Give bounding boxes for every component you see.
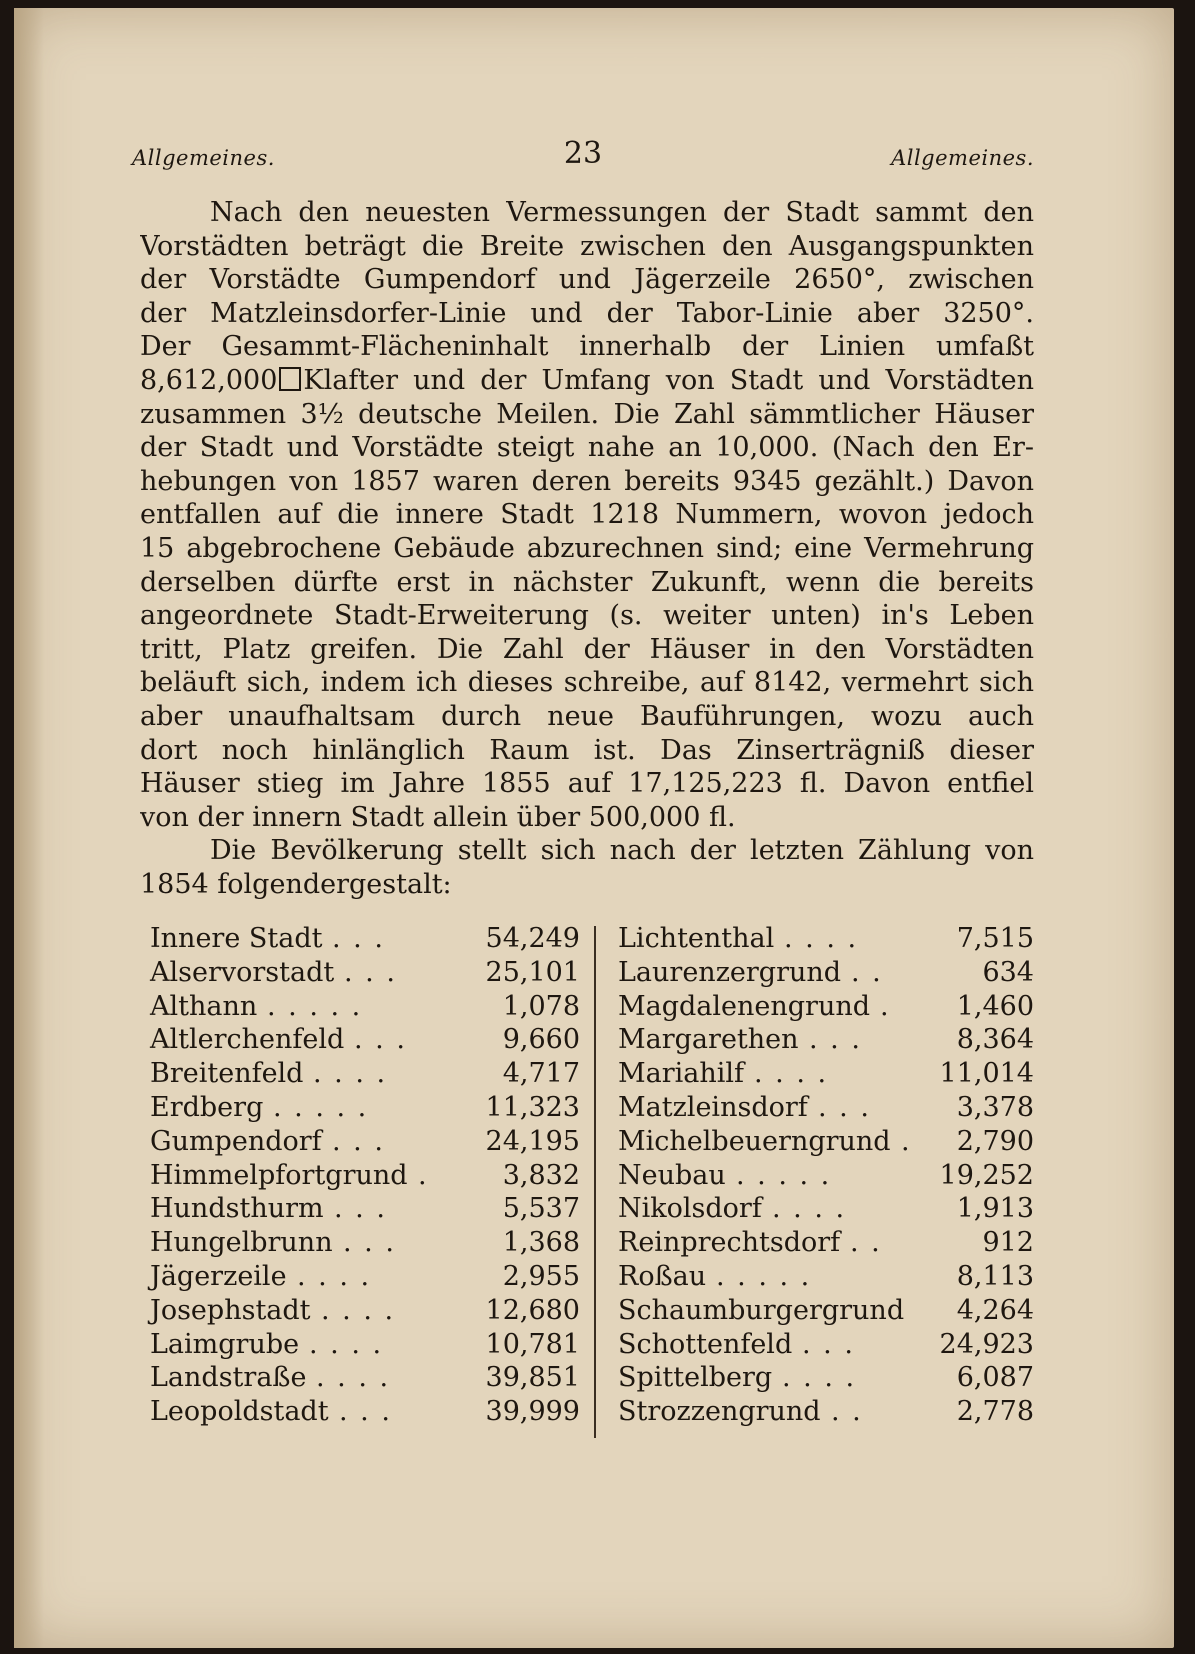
- district-name: Margarethen: [618, 1024, 799, 1056]
- district-name: Gumpendorf: [150, 1125, 322, 1157]
- population-row: [150, 1361, 580, 1395]
- population-value: 2,955: [502, 1260, 580, 1292]
- leader-dots: . . .: [344, 956, 397, 988]
- text-line: hebungen von 1857 waren deren bereits 9345 gezählt.) Davon: [140, 465, 1034, 497]
- leader-dots: . .: [831, 1396, 863, 1428]
- population-row: [150, 1192, 580, 1226]
- text-line: aber unaufhaltsam durch neue Bauführungen, wozu auch: [140, 700, 1034, 732]
- leader-dots: . . . . .: [273, 1091, 369, 1123]
- population-value: 2,778: [956, 1396, 1034, 1428]
- population-row: [150, 1125, 580, 1159]
- column-divider: [594, 926, 596, 1438]
- population-row: [618, 1125, 1034, 1159]
- text-line: 15 abgebrochene Gebäude abzurechnen sind; eine Vermehrung: [140, 532, 1034, 564]
- text-line: zusammen 3½ deutsche Meilen. Die Zahl sämmtlicher Häuser: [140, 398, 1034, 430]
- district-name: Neubau: [618, 1159, 726, 1191]
- population-row: [150, 1159, 580, 1193]
- population-row: [150, 1328, 580, 1362]
- population-row: [618, 1260, 1034, 1294]
- text-line: Der Gesammt-Flächeninhalt innerhalb der Linien umfaßt: [140, 331, 1034, 363]
- district-name: Innere Stadt: [150, 923, 323, 954]
- population-row: [150, 990, 580, 1024]
- district-name: Reinprechtsdorf: [618, 1227, 841, 1259]
- area-value: 8,612,000: [140, 364, 278, 396]
- population-value: 7,515: [956, 923, 1034, 954]
- district-name: Michelbeuerngrund: [618, 1125, 891, 1157]
- leader-dots: . . .: [332, 1125, 385, 1157]
- district-name: Leopoldstadt: [150, 1396, 329, 1428]
- population-table: [140, 922, 1034, 1442]
- population-row: [618, 956, 1034, 990]
- leader-dots: .: [901, 1125, 912, 1157]
- population-value: 39,999: [485, 1396, 580, 1428]
- text-line: Die Bevölkerung stellt sich nach der letzten Zählung von: [210, 835, 1034, 867]
- population-row: [150, 1226, 580, 1260]
- population-value: 9,660: [502, 1024, 580, 1056]
- text-line: dort noch hinlänglich Raum ist. Das Zinserträgniß dieser: [140, 734, 1034, 766]
- leader-dots: . . . .: [321, 1294, 396, 1326]
- population-row: [150, 1057, 580, 1091]
- leader-dots: . . .: [354, 1024, 407, 1056]
- population-value: 1,368: [502, 1227, 580, 1259]
- population-value: 11,323: [485, 1091, 580, 1123]
- leader-dots: . . . . .: [736, 1159, 832, 1191]
- population-value: 3,378: [956, 1091, 1034, 1123]
- population-row: [618, 1192, 1034, 1226]
- population-value: 11,014: [939, 1058, 1034, 1090]
- population-value: 4,264: [956, 1294, 1034, 1326]
- population-value: 1,460: [956, 990, 1034, 1022]
- population-column-left: [150, 922, 580, 1429]
- leader-dots: . . . .: [297, 1260, 372, 1292]
- leader-dots: . . . .: [313, 1058, 388, 1090]
- district-name: Lichtenthal: [618, 923, 775, 954]
- district-name: Jägerzeile: [150, 1260, 287, 1292]
- population-row: [618, 1361, 1034, 1395]
- population-row: [618, 1294, 1034, 1328]
- leader-dots: . . . .: [782, 1362, 857, 1394]
- leader-dots: .: [418, 1159, 429, 1191]
- district-name: Nikolsdorf: [618, 1193, 762, 1225]
- text-line: angeordnete Stadt-Erweiterung (s. weiter unten) in's Leben: [140, 600, 1034, 632]
- district-name: Matzleinsdorf: [618, 1091, 808, 1123]
- population-row: [150, 1294, 580, 1328]
- population-value: 8,364: [956, 1024, 1034, 1056]
- district-name: Strozzengrund: [618, 1396, 821, 1428]
- district-name: Hundsthurm: [150, 1193, 324, 1225]
- district-name: Althann: [150, 990, 258, 1022]
- text-line: der Stadt und Vorstädte steigt nahe an 10,000. (Nach den Er-: [140, 432, 1034, 464]
- leader-dots: . . . .: [309, 1328, 384, 1360]
- district-name: Alservorstadt: [150, 956, 335, 988]
- population-value: 1,078: [502, 990, 580, 1022]
- leader-dots: . . . .: [754, 1058, 829, 1090]
- population-value: 39,851: [485, 1362, 580, 1394]
- body-text: [140, 196, 1034, 901]
- population-value: 1,913: [956, 1193, 1034, 1225]
- leader-dots: . . . .: [772, 1193, 847, 1225]
- population-value: 4,717: [502, 1058, 580, 1090]
- leader-dots: . . . . .: [267, 990, 363, 1022]
- population-value: 25,101: [485, 956, 580, 988]
- population-row: [150, 956, 580, 990]
- population-row: [618, 1023, 1034, 1057]
- population-row: [150, 1091, 580, 1125]
- area-line-text: Klafter und der Umfang von Stadt und Vorstädten: [303, 364, 1034, 396]
- population-value: 912: [982, 1227, 1034, 1259]
- population-row: [150, 1260, 580, 1294]
- population-row: [618, 990, 1034, 1024]
- leader-dots: . . . . .: [716, 1260, 812, 1292]
- population-value: 12,680: [485, 1294, 580, 1326]
- header-right-title: Allgemeines.: [891, 146, 1034, 170]
- district-name: Hungelbrunn: [150, 1227, 333, 1259]
- population-value: 634: [982, 956, 1034, 988]
- district-name: Breitenfeld: [150, 1058, 304, 1090]
- district-name: Altlerchenfeld: [150, 1024, 345, 1056]
- leader-dots: . . .: [818, 1091, 871, 1123]
- page-number: 23: [563, 136, 603, 171]
- population-value: 19,252: [939, 1159, 1034, 1191]
- district-name: Spittelberg: [618, 1362, 773, 1394]
- population-row: [150, 1023, 580, 1057]
- leader-dots: .: [880, 990, 891, 1022]
- leader-dots: . . .: [343, 1227, 396, 1259]
- population-row: [618, 1057, 1034, 1091]
- book-page: [14, 8, 1174, 1648]
- population-value: 10,781: [485, 1328, 580, 1360]
- text-line: Häuser stieg im Jahre 1855 auf 17,125,223 fl. Davon entfiel: [140, 768, 1034, 800]
- leader-dots: . . . .: [316, 1362, 391, 1394]
- square-symbol-icon: [279, 367, 301, 391]
- text-line: tritt, Platz greifen. Die Zahl der Häuser in den Vorstädten: [140, 633, 1034, 665]
- population-value: 3,832: [502, 1159, 580, 1191]
- population-row: [618, 1395, 1034, 1429]
- population-row: [618, 922, 1034, 956]
- text-line: der Matzleinsdorfer-Linie und der Tabor-Linie aber 3250°.: [140, 297, 1034, 329]
- leader-dots: . . .: [334, 1193, 387, 1225]
- text-line: derselben dürfte erst in nächster Zukunft, wenn die bereits: [140, 566, 1034, 598]
- text-line: beläuft sich, indem ich dieses schreibe, auf 8142, vermehrt sich: [140, 667, 1034, 699]
- text-line-area: [140, 364, 1034, 398]
- leader-dots: . . .: [332, 923, 385, 954]
- population-row: [618, 1159, 1034, 1193]
- district-name: Laimgrube: [150, 1328, 300, 1360]
- population-row: [150, 922, 580, 956]
- leader-dots: . . .: [802, 1328, 855, 1360]
- district-name: Schaumburgergrund: [618, 1294, 905, 1326]
- population-value: 54,249: [485, 923, 580, 954]
- text-line: entfallen auf die innere Stadt 1218 Nummern, wovon jedoch: [140, 499, 1034, 531]
- population-row: [618, 1328, 1034, 1362]
- district-name: Laurenzergrund: [618, 956, 842, 988]
- running-header: [132, 136, 1034, 176]
- leader-dots: . . .: [809, 1024, 862, 1056]
- district-name: Schottenfeld: [618, 1328, 793, 1360]
- leader-dots: . . . .: [784, 923, 859, 954]
- district-name: Erdberg: [150, 1091, 264, 1123]
- population-row: [618, 1226, 1034, 1260]
- header-left-title: Allgemeines.: [132, 146, 275, 170]
- district-name: Roßau: [618, 1260, 707, 1292]
- text-line: Nach den neuesten Vermessungen der Stadt sammt den: [210, 197, 1034, 228]
- population-value: 2,790: [956, 1125, 1034, 1157]
- population-value: 24,923: [939, 1328, 1034, 1360]
- district-name: Landstraße: [150, 1362, 307, 1394]
- leader-dots: . .: [851, 956, 883, 988]
- population-value: 5,537: [502, 1193, 580, 1225]
- population-value: 24,195: [485, 1125, 580, 1157]
- page-binding-shadow: [14, 8, 44, 1648]
- population-value: 8,113: [956, 1260, 1034, 1292]
- leader-dots: . . .: [339, 1396, 392, 1428]
- text-line: von der innern Stadt allein über 500,000 fl.: [140, 801, 736, 833]
- text-line: 1854 folgendergestalt:: [140, 868, 452, 900]
- district-name: Mariahilf: [618, 1058, 745, 1090]
- population-column-right: [618, 922, 1034, 1429]
- district-name: Josephstadt: [150, 1294, 311, 1326]
- district-name: Himmelpfortgrund: [150, 1159, 408, 1191]
- district-name: Magdalenengrund: [618, 990, 871, 1022]
- population-row: [618, 1091, 1034, 1125]
- population-value: 6,087: [956, 1362, 1034, 1394]
- leader-dots: . .: [850, 1227, 882, 1259]
- text-line: Vorstädten beträgt die Breite zwischen den Ausgangspunkten: [140, 230, 1034, 262]
- text-line: der Vorstädte Gumpendorf und Jägerzeile 2650°, zwischen: [140, 264, 1034, 296]
- population-row: [150, 1395, 580, 1429]
